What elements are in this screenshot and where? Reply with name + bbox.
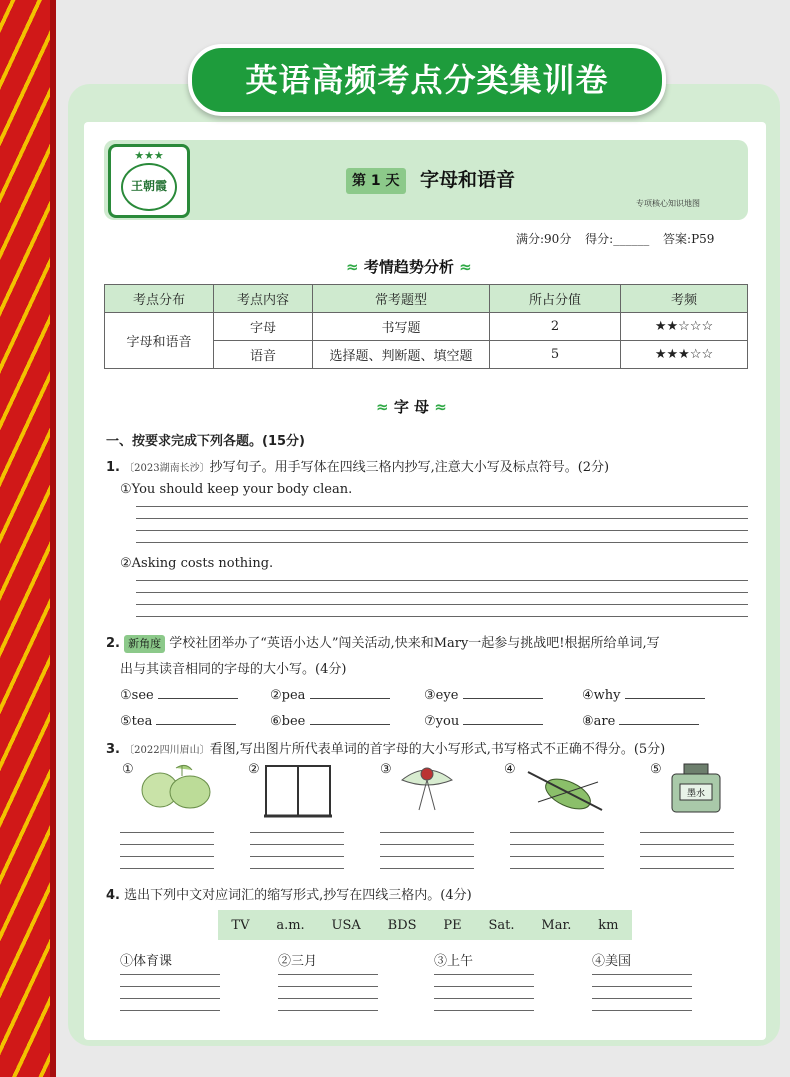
question-tag: 〔2022四川眉山〕 — [124, 745, 210, 756]
wave-right-icon: ≈ — [434, 398, 447, 416]
question-number: 3. — [106, 742, 120, 757]
abbreviation: km — [598, 917, 619, 933]
table-header-row — [105, 285, 748, 313]
pears-icon — [132, 760, 222, 810]
word-label: ⑤tea — [120, 714, 153, 729]
picture-label: ② — [248, 762, 260, 777]
table-cell-group: 字母和语音 — [105, 313, 214, 369]
word-item — [270, 712, 390, 729]
writing-lines[interactable] — [136, 580, 748, 618]
violin-icon — [518, 762, 610, 818]
ink-bottle-icon — [668, 760, 724, 816]
word-label: ⑧are — [582, 714, 616, 729]
table-header: 考频 — [621, 285, 748, 313]
word-label: ④why — [582, 688, 621, 703]
abbreviation: USA — [331, 917, 361, 933]
question-text: 抄写句子。用手写体在四线三格内抄写,注意大小写及标点符号。(2分) — [209, 460, 610, 475]
wave-left-icon: ≈ — [376, 398, 389, 416]
picture-label: ③ — [380, 762, 392, 777]
full-score: 满分:90分 — [516, 232, 572, 246]
word-item — [270, 686, 390, 703]
answer-blank[interactable] — [156, 712, 236, 725]
word-item — [120, 712, 236, 729]
new-angle-badge: 新角度 — [124, 635, 165, 653]
day-badge: 第 1 天 — [346, 168, 406, 194]
picture-label: ⑤ — [650, 762, 662, 777]
abbreviation: BDS — [387, 917, 417, 933]
question-tag: 〔2023湖南长沙〕 — [124, 463, 210, 474]
wave-left-icon: ≈ — [346, 258, 359, 276]
wave-right-icon: ≈ — [459, 258, 472, 276]
got-score[interactable]: 得分:______ — [585, 232, 650, 246]
abbreviation: Sat. — [488, 917, 515, 933]
decorative-ribbon — [0, 0, 56, 1077]
letters-heading — [376, 396, 447, 417]
abbreviation: TV — [231, 917, 250, 933]
logo-stars-icon: ★★★ — [134, 149, 164, 162]
part-title: 一、按要求完成下列各题。(15分) — [106, 434, 305, 449]
abbreviation: PE — [443, 917, 462, 933]
answer-blank[interactable] — [625, 686, 705, 699]
ribbon-edge — [50, 0, 56, 1077]
banner-title: 英语高频考点分类集训卷 — [188, 44, 666, 116]
question-3 — [106, 738, 665, 757]
writing-lines[interactable] — [380, 832, 474, 870]
chinese-item: ③上午 — [434, 954, 474, 969]
table-cell: 2 — [490, 313, 621, 341]
writing-lines[interactable] — [592, 974, 692, 1012]
abbreviation-bar — [218, 910, 632, 940]
answer-blank[interactable] — [463, 686, 543, 699]
table-row — [105, 313, 748, 341]
word-item — [120, 686, 238, 703]
answer-page: 答案:P59 — [663, 232, 715, 246]
brand-logo — [108, 144, 190, 218]
question-number: 2. — [106, 636, 120, 651]
table-cell: 5 — [490, 341, 621, 369]
abbreviation: a.m. — [276, 917, 305, 933]
answer-blank[interactable] — [619, 712, 699, 725]
logo-brand-text: 王朝霞 — [130, 179, 167, 193]
picture-label: ④ — [504, 762, 516, 777]
question-4 — [106, 884, 472, 903]
writing-lines[interactable] — [120, 832, 214, 870]
table-cell-freq: ★★☆☆☆ — [621, 313, 748, 341]
writing-lines[interactable] — [510, 832, 604, 870]
abbreviation: Mar. — [541, 917, 572, 933]
score-line — [516, 230, 724, 247]
word-label: ⑥bee — [270, 714, 306, 729]
writing-lines[interactable] — [640, 832, 734, 870]
map-label: 专项核心知识地图 — [636, 199, 700, 208]
table-header: 所占分值 — [490, 285, 621, 313]
question-number: 4. — [106, 888, 120, 903]
chinese-item: ①体育课 — [120, 954, 173, 969]
word-item — [582, 686, 705, 703]
table-header: 常考题型 — [313, 285, 490, 313]
question-text: 选出下列中文对应词汇的缩写形式,抄写在四线三格内。(4分) — [124, 888, 472, 903]
writing-lines[interactable] — [120, 974, 220, 1012]
question-number: 1. — [106, 460, 120, 475]
window-icon — [262, 764, 334, 820]
analysis-heading — [346, 256, 472, 277]
day-title: 字母和语音 — [420, 169, 516, 191]
writing-lines[interactable] — [278, 974, 378, 1012]
question-2-line2: 出与其读音相同的字母的大小写。(4分) — [120, 662, 347, 677]
word-label: ②pea — [270, 688, 306, 703]
chinese-item: ②三月 — [278, 954, 318, 969]
writing-lines[interactable] — [250, 832, 344, 870]
word-label: ①see — [120, 688, 154, 703]
table-cell: 选择题、判断题、填空题 — [313, 341, 490, 369]
sentence-1: ①You should keep your body clean. — [120, 482, 353, 497]
word-item — [424, 686, 543, 703]
question-text: 学校社团举办了“英语小达人”闯关活动,快来和Mary一起参与挑战吧!根据所给单词,写 — [169, 636, 660, 651]
question-2 — [106, 632, 660, 653]
writing-lines[interactable] — [136, 506, 748, 544]
table-header: 考点分布 — [105, 285, 214, 313]
word-item — [582, 712, 699, 729]
sentence-2: ②Asking costs nothing. — [120, 556, 274, 571]
picture-label: ① — [122, 762, 134, 777]
kite-icon — [392, 760, 462, 818]
table-cell: 字母 — [214, 313, 313, 341]
answer-blank[interactable] — [310, 712, 390, 725]
question-1 — [106, 456, 609, 475]
writing-lines[interactable] — [434, 974, 534, 1012]
analysis-table — [104, 284, 748, 369]
word-label: ⑦you — [424, 714, 460, 729]
answer-blank[interactable] — [463, 712, 543, 725]
word-label: ③eye — [424, 688, 459, 703]
ink-label: 墨水 — [686, 789, 706, 799]
word-item — [424, 712, 543, 729]
answer-blank[interactable] — [310, 686, 390, 699]
table-cell-freq: ★★★☆☆ — [621, 341, 748, 369]
letters-heading-text: 字 母 — [393, 398, 430, 416]
table-cell: 书写题 — [313, 313, 490, 341]
question-text: 看图,写出图片所代表单词的首字母的大小写形式,书写格式不正确不得分。(5分) — [209, 742, 666, 757]
chinese-item: ④美国 — [592, 954, 632, 969]
analysis-heading-text: 考情趋势分析 — [363, 258, 454, 276]
table-cell: 语音 — [214, 341, 313, 369]
answer-blank[interactable] — [158, 686, 238, 699]
table-header: 考点内容 — [214, 285, 313, 313]
